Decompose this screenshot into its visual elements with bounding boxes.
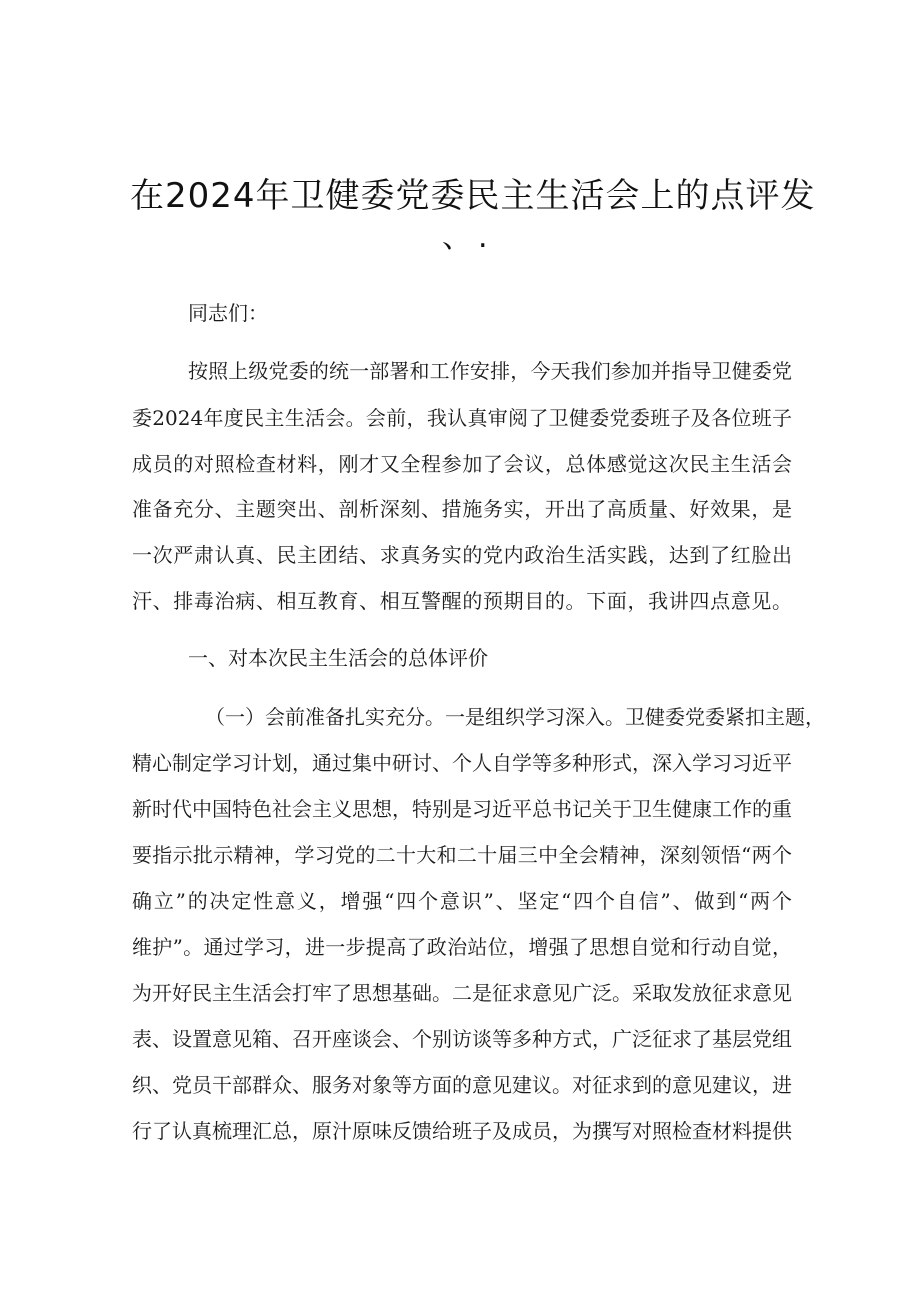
paragraph-line: （一）会前准备扎实充分。一是组织学习深入。卫健委党委紧扣主题， xyxy=(205,705,825,729)
paragraph-line: 汗、排毒治病、相互教育、相互警醒的预期目的。下面，我讲四点意见。 xyxy=(132,589,792,613)
section-heading: 一、对本次民主生活会的总体评价 xyxy=(188,646,488,670)
paragraph-line: 表、设置意见箱、召开座谈会、个别访谈等多种方式，广泛征求了基层党组 xyxy=(132,1027,792,1051)
paragraph-line: 按照上级党委的统一部署和工作安排，今天我们参加并指导卫健委党 xyxy=(188,359,792,383)
paragraph-line: 维护”。通过学习，进一步提高了政治站位，增强了思想自觉和行动自觉， xyxy=(132,935,792,959)
paragraph-line: 织、党员干部群众、服务对象等方面的意见建议。对征求到的意见建议，进 xyxy=(132,1073,792,1097)
document-title-tail: 、. xyxy=(442,220,494,255)
document-title: 在2024年卫健委党委民主生活会上的点评发 xyxy=(130,176,816,216)
salutation: 同志们： xyxy=(188,301,268,325)
paragraph-line: 委2024年度民主生活会。会前，我认真审阅了卫健委党委班子及各位班子 xyxy=(132,406,792,430)
paragraph-line: 要指示批示精神，学习党的二十大和二十届三中全会精神，深刻领悟“两个 xyxy=(132,843,792,867)
paragraph-line: 成员的对照检查材料，刚才又全程参加了会议，总体感觉这次民主生活会 xyxy=(132,452,792,476)
paragraph-line: 准备充分、主题突出、剖析深刻、措施务实，开出了高质量、好效果，是 xyxy=(132,497,792,521)
paragraph-line: 一次严肃认真、民主团结、求真务实的党内政治生活实践，达到了红脸出 xyxy=(132,543,792,567)
paragraph-line: 新时代中国特色社会主义思想，特别是习近平总书记关于卫生健康工作的重 xyxy=(132,797,792,821)
paragraph-line: 为开好民主生活会打牢了思想基础。二是征求意见广泛。采取发放征求意见 xyxy=(132,981,792,1005)
paragraph-line: 精心制定学习计划，通过集中研讨、个人自学等多种形式，深入学习习近平 xyxy=(132,751,792,775)
paragraph-line: 确立”的决定性意义，增强“四个意识”、坚定“四个自信”、做到“两个 xyxy=(132,889,792,913)
paragraph-line: 行了认真梳理汇总，原汁原味反馈给班子及成员，为撰写对照检查材料提供 xyxy=(132,1119,792,1143)
